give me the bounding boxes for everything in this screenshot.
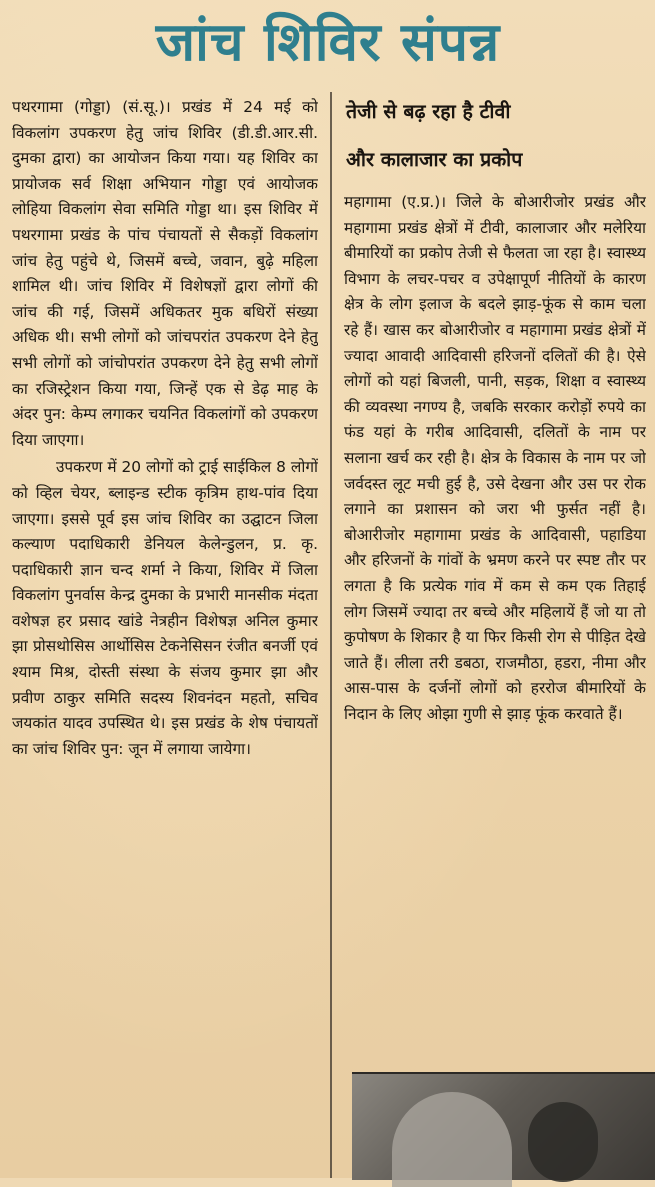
right-article <box>344 190 646 772</box>
column-divider <box>330 92 332 1178</box>
right-headline-line-1: तेजी से बढ़ रहा है टीवी <box>346 100 511 123</box>
left-article-paragraph-1: पथरगामा (गोड्डा) (सं.सू.)। प्रखंड में 24 मई को विकलांग उपकरण हेतु जांच शिविर (डी.डी.आर.सी. दुमका द्वारा) का आयोजन किया गया। यह शिविर का प्रायोजक सर्व शिक्षा अभियान गोड्डा एवं आयोजक लोहिया विकलांग सेवा समिति गोड्डा था। इस शिविर में पथरगामा प्रखंड के पांच पंचायतों से सैकड़ों विकलांग जांच हेतु पहुंचे थे, जिसमें बच्चे, जवान, बुढ़े महिला शामिल थी। जांच शिविर में विशेषज्ञों द्वारा लोगों की जांच की गई, जिसमें अधिकतर मुक बधिरों संख्या अधिक थी। सभी लोगों को जांचपरांत उपकरण देने हेतु सभी लोगों को जांचोपरांत उपकरण देने हेतु सभी लोगों का रजिस्ट्रेशन किया गया, जिन्हें एक से डेढ़ माह के अंदर पुन: केम्प लगाकर चयनित विकलांगों को उपकरण दिया जाएगा। <box>12 98 318 449</box>
right-article-paragraph-1: महागामा (ए.प्र.)। जिले के बोआरीजोर प्रखंड और महागामा प्रखंड क्षेत्रों में टीवी, कालाजार और मलेरिया बीमारियों का प्रकोप तेजी से फैलता जा रहा है। स्वास्थ्य विभाग के लचर-पचर व उपेक्षापूर्ण नीतियों के कारण क्षेत्र के लोग इलाज के बदले झाड़-फूंक से काम चला रहे हैं। खास कर बोआरीजोर व महागामा प्रखंड क्षेत्रों में ज्यादा आवादी आदिवासी हरिजनों दलितों की है। ऐसे लोगों को यहां बिजली, पानी, सड़क, शिक्षा व स्वास्थ्य की व्यवस्था नगण्य है, जबकि सरकार करोड़ों रुपये का फंड यहां के गरीब आदिवासी, दलितों के नाम पर सलाना खर्च कर रही है। क्षेत्र के विकास के नाम पर जो जर्वदस्त लूट मची हुई है, उसे देखना और उस पर रोक लगाने का प्रशासन को जरा भी फुर्सत नहीं है। बोआरीजोर महागामा प्रखंड के आदिवासी, पहाडिया और हरिजनों के गांवों के भ्रमण करने पर स्पष्ट तौर पर लगता है कि प्रत्येक गांव में कम से कम एक तिहाई लोग जिसमें ज्यादा तर बच्चे और महिलायें हैं जो या तो कुपोषण के शिकार है या फिर किसी रोग से पीड़ित देखे जाते हैं। लीला तरी डबठा, राजमौठा, हडरा, नीमा और आस-पास के दर्जनों लोगों को हररोज बीमारियों के निदान के लिए ओझा गुणी से झाड़ फूंक करवाते हैं। <box>344 193 646 723</box>
right-headline-line-2: और कालाजार का प्रकोप <box>346 148 523 171</box>
photo-shadow <box>528 1102 598 1182</box>
main-headline: जांच शिविर संपन्न <box>155 11 501 73</box>
left-article <box>12 95 318 1175</box>
left-article-paragraph-2: उपकरण में 20 लोगों को ट्राई साईकिल 8 लोगों को व्हिल चेयर, ब्लाइन्ड स्टीक कृत्रिम हाथ-पांव दिया जाएगा। इससे पूर्व इस जांच शिविर का उद्घाटन जिला कल्याण पदाधिकारी डेनियल केलेन्डुलन, प्र. कृ. पदाधिकारी ज्ञान चन्द शर्मा ने किया, शिविर में जिला विकलांग पुनर्वास केन्द्र दुमका के प्रभारी मानसीक मंदता वशेषज्ञ हर प्रसाद खांडे नेत्रहीन विशेषज्ञ अनिल कुमार झा प्रोसथोसिस आर्थोसिस टेकनेसिसन रंजीत बनर्जी एवं श्याम मिश्र, दोस्ती संस्था के संजय कुमार झा और प्रवीण ठाकुर समिति सदस्य शिवनंदन महतो, सचिव जयकांत यादव उपस्थित थे। इस प्रखंड के शेष पंचायतों का जांच शिविर पुन: जून में लगाया जायेगा। <box>12 458 318 758</box>
photo-figure <box>392 1092 512 1187</box>
photo <box>352 1072 655 1180</box>
right-article-headline <box>346 88 646 184</box>
